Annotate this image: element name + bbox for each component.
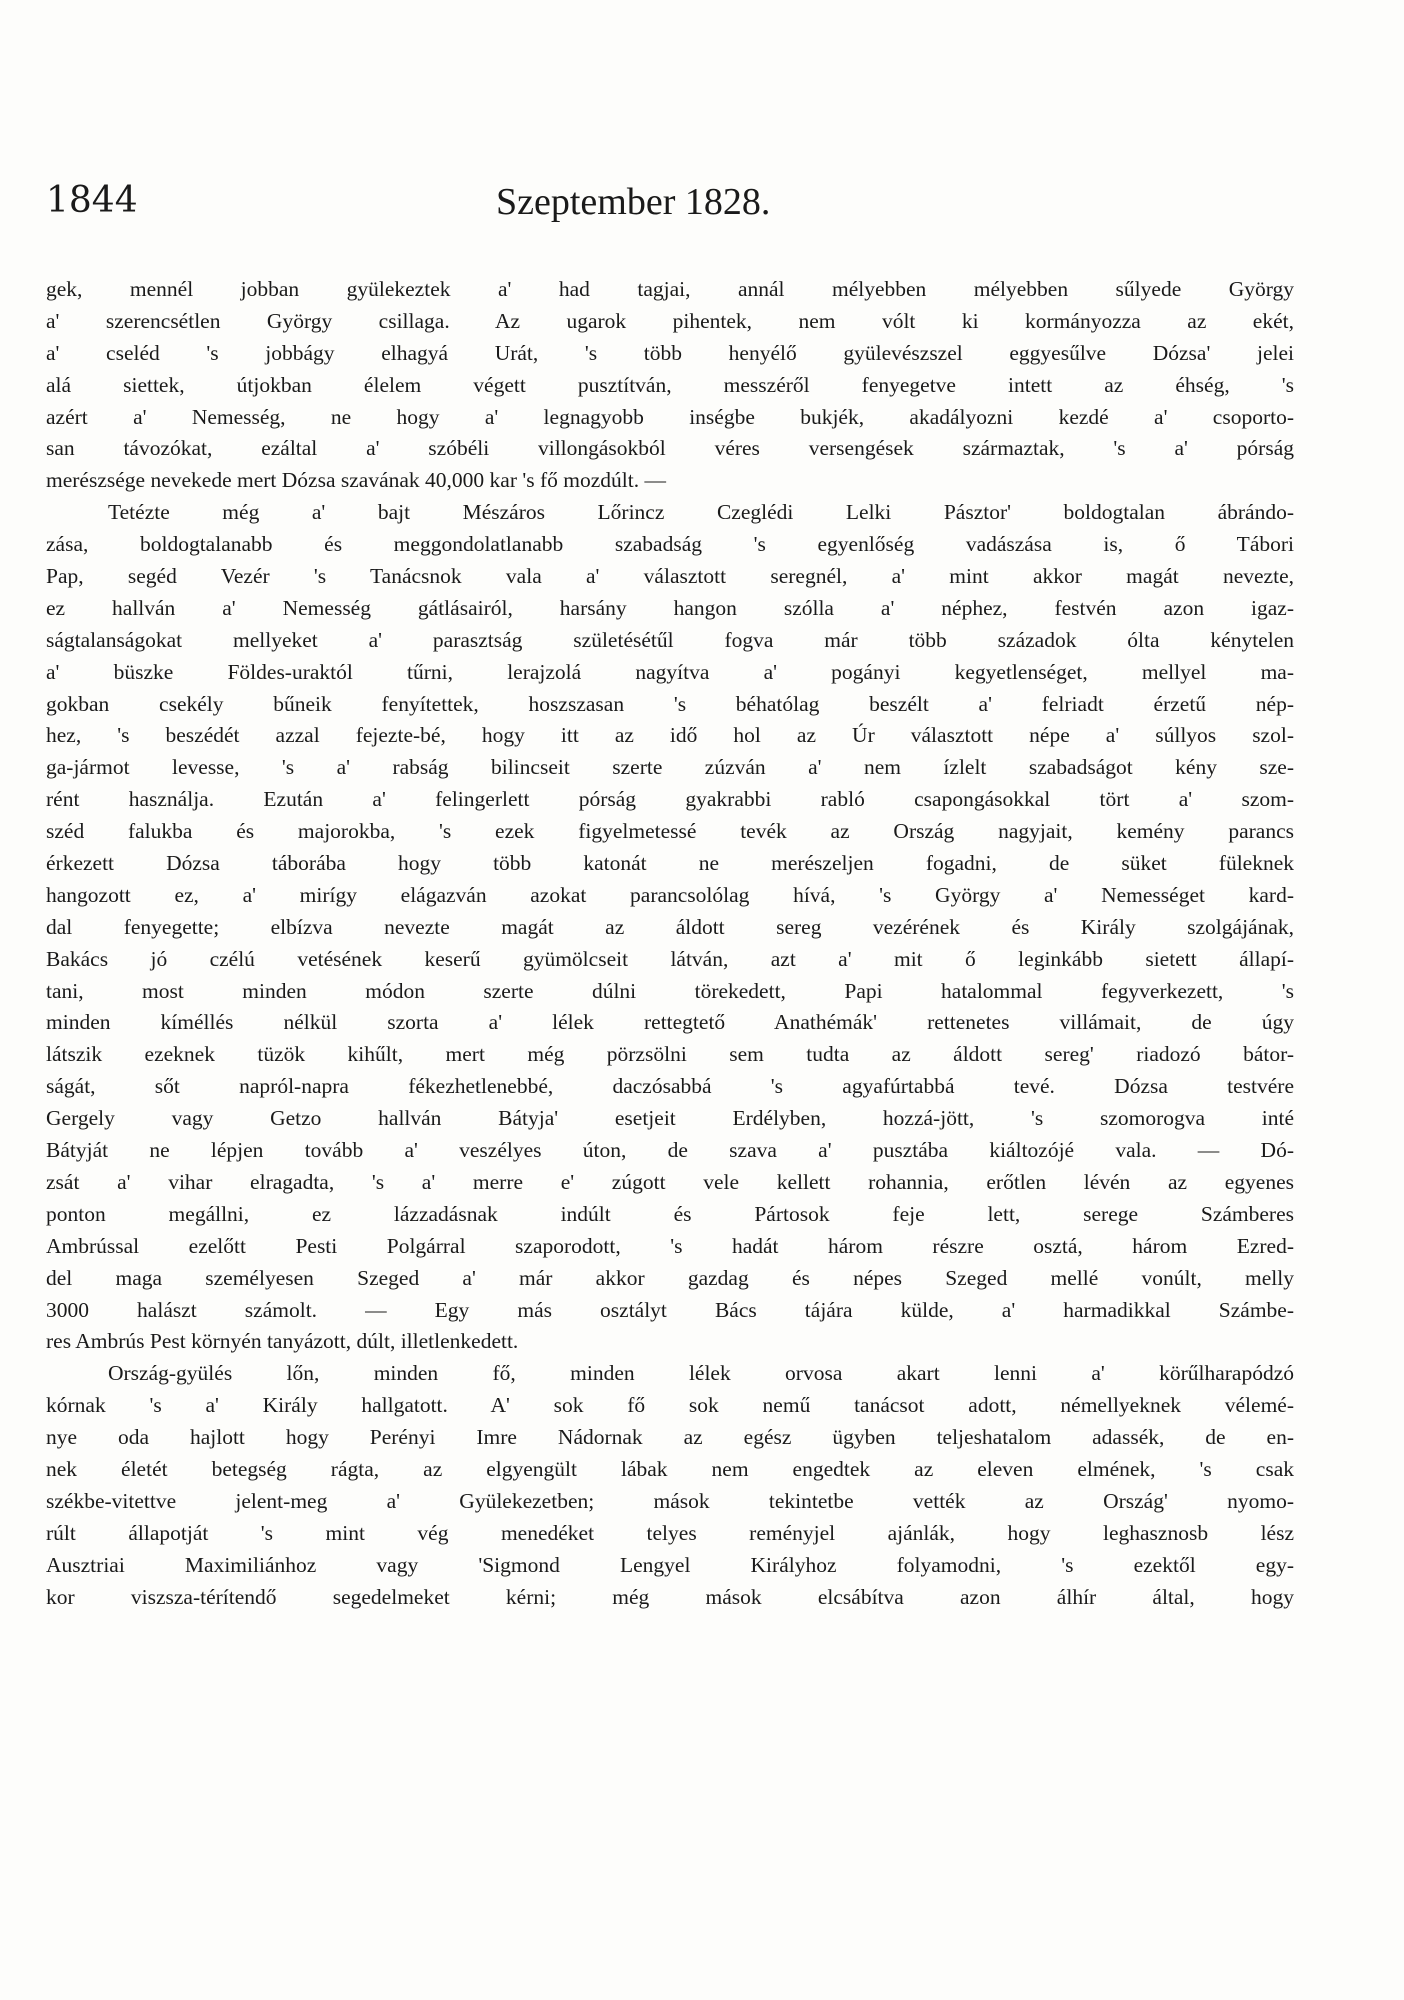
running-title: Szeptember 1828. [496,181,771,223]
text-line: Bátyját ne lépjen tovább a' veszélyes úton, de szava a' pusztába kiáltozójé vala. — Dó- [46,1138,1294,1163]
text-line: Ausztriai Maximiliánhoz vagy 'Sigmond Lengyel Királyhoz folyamodni, 's ezektől egy- [46,1552,1294,1577]
text-line: hez, 's beszédét azzal fejezte-bé, hogy itt az idő hol az Úr választott népe a' súllyos szol- [46,723,1294,748]
text-line: a' szerencsétlen György csillaga. Az ugarok pihentek, nem vólt ki kormányozza az ekét, [46,308,1294,333]
paragraph-3 [46,1358,1294,1613]
text-line: széd falukba és majorokba, 's ezek figyelmetessé tevék az Ország nagyjait, kemény parancs [46,819,1294,844]
text-line: alá siettek, útjokban élelem végett pusztítván, messzéről fenyegetve intett az éhség, 's [46,372,1294,397]
text-line: Ország-gyülés lőn, minden fő, minden lélek orvosa akart lenni a' körűlharapódzó [108,1361,1294,1386]
text-line: rúlt állapotját 's mint vég menedéket telyes reményjel ajánlák, hogy leghasznosb lész [46,1520,1294,1545]
text-line: san távozókat, ezáltal a' szóbéli villongásokból véres versengések származtak, 's a' pórság [46,436,1294,461]
text-line: zása, boldogtalanabb és meggondolatlanabb szabadság 's egyenlőség vadászása is, ő Tábori [46,532,1294,557]
text-line: Tetézte még a' bajt Mészáros Lőrincz Czeglédi Lelki Pásztor' boldogtalan ábrándo- [108,500,1294,525]
text-line: azért a' Nemesség, ne hogy a' legnagyobb inségbe bukjék, akadályozni kezdé a' csoporto- [46,404,1294,429]
text-line: a' cseléd 's jobbágy elhagyá Urát, 's több henyélő gyülevészszel eggyesűlve Dózsa' jelei [46,340,1294,365]
text-line: gek, mennél jobban gyülekeztek a' had tagjai, annál mélyebben mélyebben sűlyede György [46,277,1294,301]
text-line: Pap, segéd Vezér 's Tanácsnok vala a' választott seregnél, a' mint akkor magát nevezte, [46,564,1294,589]
text-line: a' büszke Földes-uraktól tűrni, lerajzolá nagyítva a' pogányi kegyetlenséget, mellyel ma- [46,659,1294,684]
paragraph-1 [46,274,1294,497]
text-line: minden kíméllés nélkül szorta a' lélek rettegtető Anathémák' rettenetes villámait, de úgy [46,1010,1294,1035]
text-line: tani, most minden módon szerte dúlni törekedett, Papi hatalommal fegyverkezett, 's [46,978,1294,1003]
text-line: kórnak 's a' Király hallgatott. A' sok fő sok nemű tanácsot adott, némellyeknek vélemé- [46,1393,1294,1418]
paragraph-2 [46,497,1294,1358]
text-line: zsát a' vihar elragadta, 's a' merre e' zúgott vele kellett rohannia, erőtlen lévén az egyenes [46,1169,1294,1194]
text-line: székbe-vitettve jelent-meg a' Gyülekezetben; mások tekintetbe vették az Ország' nyomo- [46,1488,1294,1513]
text-line: hangozott ez, a' mirígy elágazván azokat parancsolólag hívá, 's György a' Nemességet kard- [46,882,1294,907]
text-line: gokban csekély bűneik fenyítettek, hoszszasan 's béhatólag beszélt a' felriadt érzetű nép- [46,691,1294,716]
page-number: 1844 [46,180,138,221]
text-line: nek életét betegség rágta, az elgyengült lábak nem engedtek az eleven elmének, 's csak [46,1456,1294,1481]
text-line: dal fenyegette; elbízva nevezte magát az áldott sereg vezérének és Király szolgájának, [46,914,1294,939]
text-line: res Ambrús Pest környén tanyázott, dúlt, illetlenkedett. [46,1329,519,1354]
text-line: del maga személyesen Szeged a' már akkor gazdag és népes Szeged mellé vonúlt, melly [46,1265,1294,1290]
text-line: ponton megállni, ez lázzadásnak indúlt és Pártosok feje lett, serege Számberes [46,1201,1294,1226]
text-line: Bakács jó czélú vetésének keserű gyümölcseit látván, azt a' mit ő leginkább sietett állapí- [46,946,1294,971]
text-line: nye oda hajlott hogy Perényi Imre Nádornak az egész ügyben teljeshatalom adassék, de en- [46,1425,1294,1450]
text-line: érkezett Dózsa táborába hogy több katonát ne merészeljen fogadni, de süket füleknek [46,851,1294,876]
text-line: rént használja. Ezután a' felingerlett pórság gyakrabbi rabló csapongásokkal tört a' szom- [46,787,1294,812]
page-header [46,180,1286,240]
text-line: ságát, sőt napról-napra fékezhetlenebbé, daczósabbá 's agyafúrtabbá tevé. Dózsa testvére [46,1074,1294,1099]
text-line: Ambrússal ezelőtt Pesti Polgárral szaporodott, 's hadát három részre osztá, három Ezred- [46,1233,1294,1258]
text-line: látszik ezeknek tüzök kihűlt, mert még pörzsölni sem tudta az áldott sereg' riadozó bátor- [46,1042,1294,1067]
body-text [46,274,1294,1613]
text-line: ez hallván a' Nemesség gátlásairól, harsány hangon szólla a' néphez, festvén azon igaz- [46,595,1294,620]
text-line: kor viszsza-térítendő segedelmeket kérni; még mások elcsábítva azon álhír által, hogy [46,1584,1294,1609]
text-line: ga-jármot levesse, 's a' rabság bilincseit szerte zúzván a' nem ízlelt szabadságot kény sze- [46,755,1294,780]
text-line: 3000 halászt számolt. — Egy más osztályt Bács tájára külde, a' harmadikkal Számbe- [46,1297,1294,1322]
text-line: merészsége nevekede mert Dózsa szavának 40,000 kar 's fő mozdúlt. — [46,468,666,493]
text-line: Gergely vagy Getzo hallván Bátyja' esetjeit Erdélyben, hozzá-jött, 's szomorogva inté [46,1106,1294,1131]
text-line: ságtalanságokat mellyeket a' parasztság születésétűl fogva már több századok ólta kénytelen [46,627,1294,652]
